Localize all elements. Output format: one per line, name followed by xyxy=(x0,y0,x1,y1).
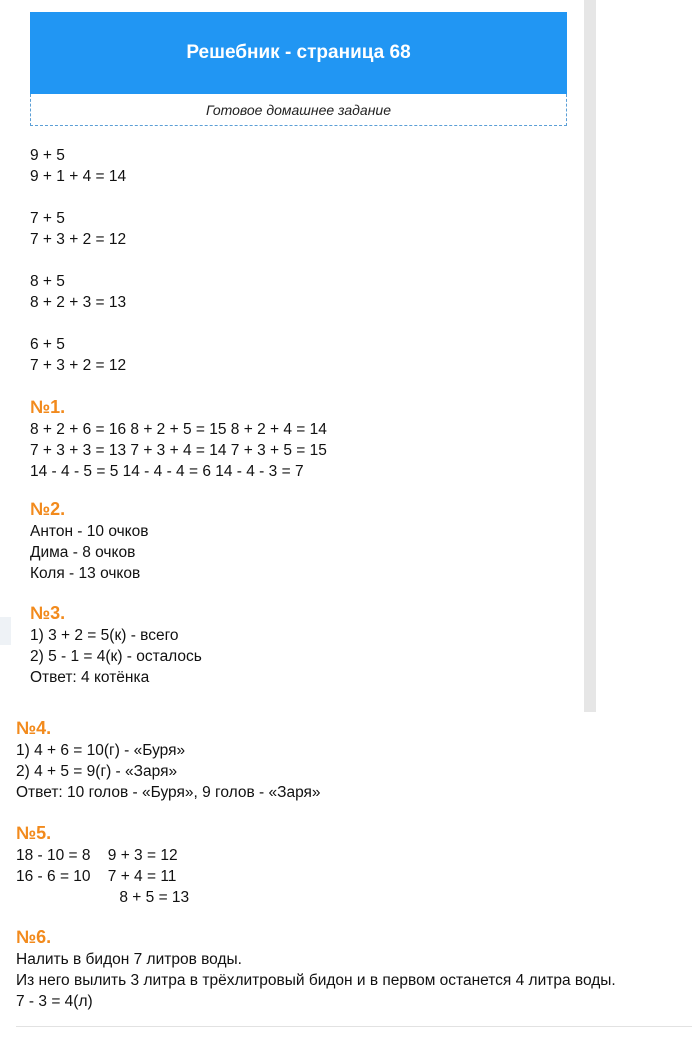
task-line: Налить в бидон 7 литров воды. xyxy=(16,951,242,968)
task-3 xyxy=(30,601,202,688)
task-line: Антон - 10 очков xyxy=(30,523,149,540)
task-heading: №3. xyxy=(30,603,66,623)
intro-group-1 xyxy=(30,145,126,187)
divider xyxy=(16,1026,692,1027)
task-5 xyxy=(16,821,189,908)
task-line: 16 - 6 = 10 7 + 4 = 11 xyxy=(16,868,177,885)
page-title: Решебник - страница 68 xyxy=(30,12,567,94)
expression: 9 + 5 xyxy=(30,147,65,164)
intro-group-2 xyxy=(30,208,126,250)
task-line: Дима - 8 очков xyxy=(30,544,136,561)
task-line: 2) 4 + 5 = 9(г) - «Заря» xyxy=(16,763,178,780)
task-line: 8 + 2 + 6 = 16 8 + 2 + 5 = 15 8 + 2 + 4 = 14 xyxy=(30,421,327,438)
expression: 8 + 5 xyxy=(30,273,65,290)
task-heading: №6. xyxy=(16,927,52,947)
task-line: 1) 4 + 6 = 10(г) - «Буря» xyxy=(16,742,186,759)
task-1 xyxy=(30,395,327,482)
task-line: Из него вылить 3 литра в трёхлитровый бидон и в первом останется 4 литра воды. xyxy=(16,972,616,989)
task-line: 18 - 10 = 8 9 + 3 = 12 xyxy=(16,847,178,864)
solution: 7 + 3 + 2 = 12 xyxy=(30,231,127,248)
task-6 xyxy=(16,925,616,1012)
task-heading: №2. xyxy=(30,499,66,519)
task-line: 14 - 4 - 5 = 5 14 - 4 - 4 = 6 14 - 4 - 3 = 7 xyxy=(30,463,304,480)
task-line: 1) 3 + 2 = 5(к) - всего xyxy=(30,627,179,644)
task-4 xyxy=(16,716,321,803)
page-header xyxy=(30,12,567,128)
task-heading: №1. xyxy=(30,397,66,417)
task-line: 7 - 3 = 4(л) xyxy=(16,993,93,1010)
intro-group-4 xyxy=(30,334,126,376)
intro-group-3 xyxy=(30,271,126,313)
task-heading: №5. xyxy=(16,823,52,843)
task-line: Ответ: 10 голов - «Буря», 9 голов - «Заря» xyxy=(16,784,321,801)
task-line: Коля - 13 очков xyxy=(30,565,141,582)
solution: 8 + 2 + 3 = 13 xyxy=(30,294,127,311)
task-2 xyxy=(30,497,149,584)
task-line: 2) 5 - 1 = 4(к) - осталось xyxy=(30,648,202,665)
solution: 9 + 1 + 4 = 14 xyxy=(30,168,127,185)
expression: 7 + 5 xyxy=(30,210,65,227)
side-tab xyxy=(0,617,11,645)
task-line: 7 + 3 + 3 = 13 7 + 3 + 4 = 14 7 + 3 + 5 = 15 xyxy=(30,442,327,459)
scroll-track xyxy=(584,0,596,712)
solution: 7 + 3 + 2 = 12 xyxy=(30,357,127,374)
expression: 6 + 5 xyxy=(30,336,65,353)
task-line: 8 + 5 = 13 xyxy=(16,889,190,906)
task-line: Ответ: 4 котёнка xyxy=(30,669,150,686)
page-subtitle: Готовое домашнее задание xyxy=(30,94,567,126)
task-heading: №4. xyxy=(16,718,52,738)
